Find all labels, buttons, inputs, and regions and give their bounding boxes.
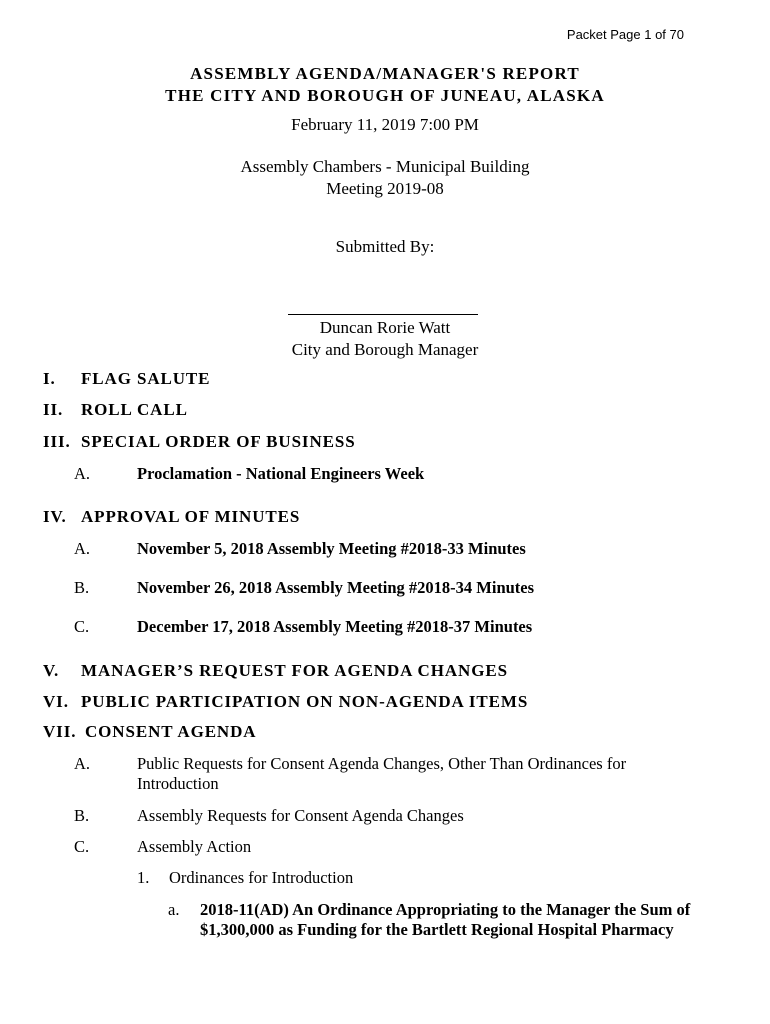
section-number: V. [43,661,60,680]
list-item [74,754,724,774]
item-text: November 26, 2018 Assembly Meeting #2018-34 Minutes [137,578,535,597]
section-consent-agenda [43,722,256,742]
section-title: CONSENT AGENDA [85,722,257,741]
city-title: THE CITY AND BOROUGH OF JUNEAU, ALASKA [165,86,605,105]
signature-line [288,314,478,315]
section-roll-call [43,400,188,420]
section-number: VII. [43,722,77,741]
section-title: FLAG SALUTE [81,369,211,388]
section-number: VI. [43,692,69,711]
agenda-title: ASSEMBLY AGENDA/MANAGER'S REPORT [190,64,580,83]
item-label: C. [74,617,90,636]
item-label: a. [168,900,180,919]
list-item [74,578,724,598]
section-flag-salute [43,369,210,389]
item-text: Assembly Action [137,837,252,856]
meeting-location: Assembly Chambers - Municipal Building [240,157,530,176]
section-number: II. [43,400,64,419]
item-label: B. [74,806,90,825]
sub-sub-list-item [168,900,728,920]
item-label: A. [74,754,91,773]
section-title: APPROVAL OF MINUTES [81,507,301,526]
list-item [74,539,724,559]
list-item [74,837,724,857]
item-text: Public Requests for Consent Agenda Changes, Other Than Ordinances for [137,754,627,773]
item-text: Proclamation - National Engineers Week [137,464,425,483]
item-label: B. [74,578,90,597]
item-text: Assembly Requests for Consent Agenda Changes [137,806,464,825]
signer-name: Duncan Rorie Watt [319,318,451,337]
packet-page-label: Packet Page 1 of 70 [566,27,684,42]
meeting-number: Meeting 2019-08 [326,179,444,198]
sub-list-item [137,868,697,888]
item-text: December 17, 2018 Assembly Meeting #2018-37 Minutes [137,617,533,636]
section-public-participation [43,692,528,712]
item-label: C. [74,837,90,856]
item-label: 1. [137,868,150,887]
section-special-order [43,432,356,452]
section-title: PUBLIC PARTICIPATION ON NON-AGENDA ITEMS [81,692,529,711]
list-item [74,806,724,826]
section-approval-of-minutes [43,507,300,527]
item-text: 2018-11(AD) An Ordinance Appropriating to the Manager the Sum of [200,900,691,919]
section-title: SPECIAL ORDER OF BUSINESS [81,432,356,451]
section-number: I. [43,369,56,388]
section-number: III. [43,432,71,451]
list-item [74,617,724,637]
list-item [74,464,724,484]
section-manager-request [43,661,508,681]
section-number: IV. [43,507,67,526]
item-text-continued: $1,300,000 as Funding for the Bartlett Regional Hospital Pharmacy [200,920,674,939]
section-title: MANAGER’S REQUEST FOR AGENDA CHANGES [81,661,508,680]
item-text: Ordinances for Introduction [169,868,354,887]
signer-title: City and Borough Manager [291,340,479,359]
item-text: November 5, 2018 Assembly Meeting #2018-33 Minutes [137,539,526,558]
item-label: A. [74,464,91,483]
section-title: ROLL CALL [81,400,188,419]
meeting-datetime: February 11, 2019 7:00 PM [291,115,479,134]
submitted-by-label: Submitted By: [335,237,435,256]
item-text-continued: Introduction [137,774,219,793]
item-label: A. [74,539,91,558]
